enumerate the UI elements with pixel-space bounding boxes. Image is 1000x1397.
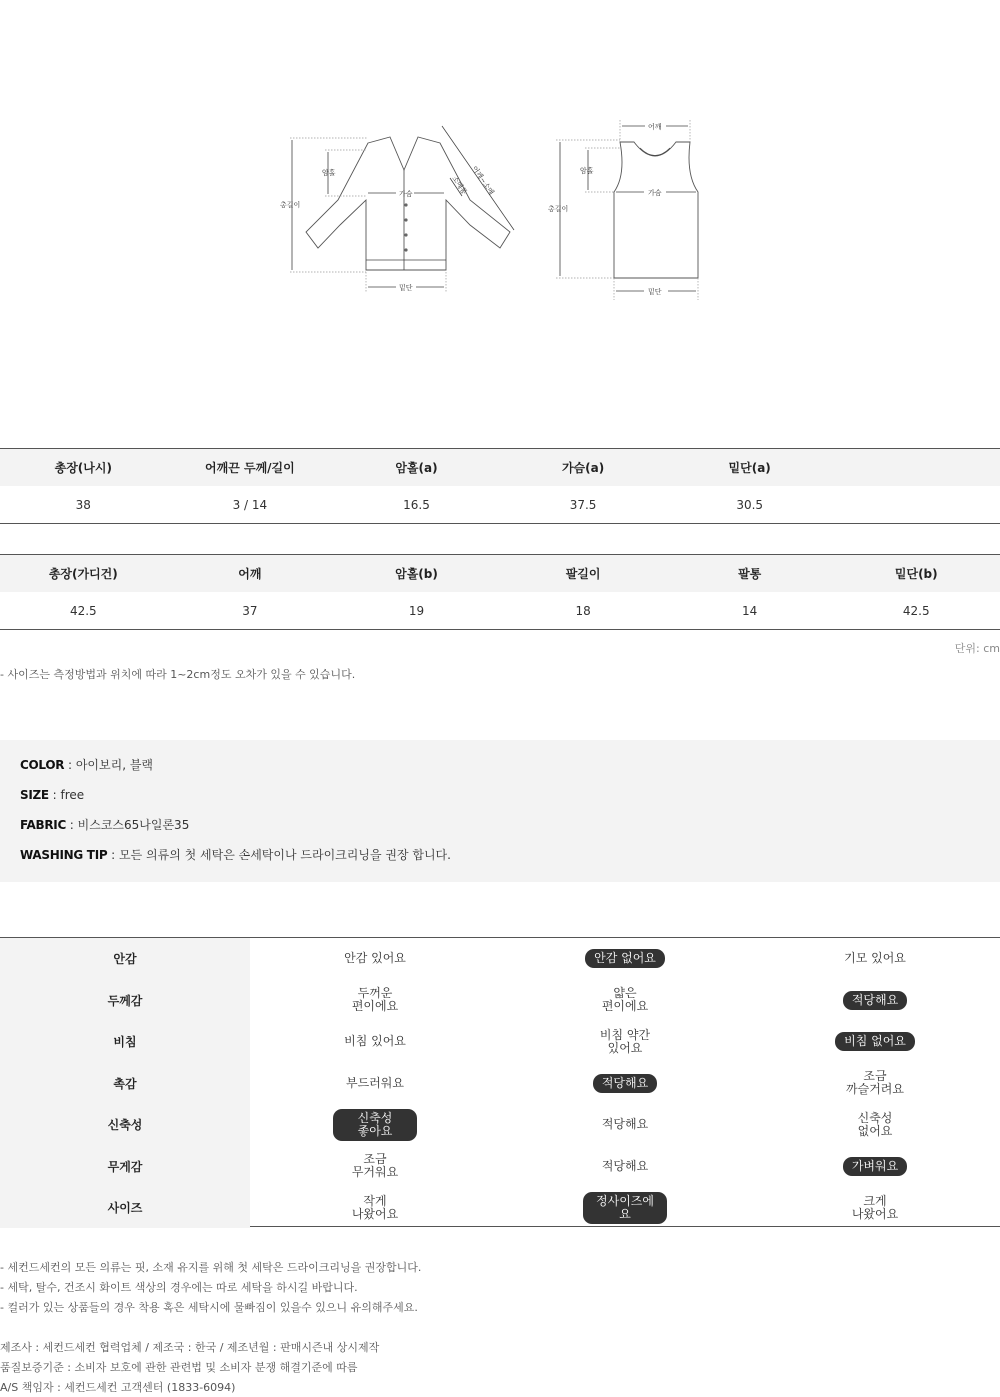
feature-option: 부드러워요: [346, 1075, 404, 1090]
product-info-box: [0, 740, 1000, 882]
feature-option-cell: [500, 1021, 750, 1062]
table-header-cell: 어깨끈 두께/길이: [205, 461, 295, 475]
maker-info-line: 품질보증기준 : 소비자 보호에 관한 관련법 및 소비자 분쟁 해결기준에 따름: [0, 1361, 358, 1374]
info-size: [20, 788, 980, 818]
feature-option-cell: [250, 980, 500, 1021]
table-cell: 3 / 14: [232, 497, 268, 512]
table-header-cell: 팔길이: [565, 567, 601, 581]
cardigan-shoulder-sleeve-label: 어깨~소매: [470, 164, 496, 197]
cardigan-hem-label: 밑단: [399, 284, 413, 292]
table-cell: 14: [742, 603, 758, 618]
feature-option-cell: [750, 980, 1000, 1021]
maker-info: [0, 1338, 379, 1397]
cardigan-total-length-label: 총길이: [280, 201, 301, 209]
feature-option-cell: [500, 980, 750, 1021]
feature-option-cell: [500, 938, 750, 979]
info-wash-value: : 모든 의류의 첫 세탁은 손세탁이나 드라이크리닝을 권장 합니다.: [107, 848, 451, 862]
table-header-cell: 팔통: [738, 567, 762, 581]
vest-armhole-label: 암홀: [580, 167, 594, 175]
vest-total-length-label: 총길이: [548, 205, 569, 213]
feature-row: [0, 980, 1000, 1021]
care-note: - 세컨드세컨의 모든 의류는 핏, 소재 유지를 위해 첫 세탁은 드라이크리닝을 권장합니다.: [0, 1261, 422, 1274]
table-header-cell: 총장(가디건): [48, 567, 118, 581]
maker-info-line: A/S 책임자 : 세컨드세컨 고객센터 (1833-6094): [0, 1381, 236, 1394]
care-notes: [0, 1258, 421, 1318]
table-header-row: [0, 449, 1000, 486]
table-header-cell: 어깨: [238, 567, 262, 581]
feature-option: 두꺼운 편이에요: [351, 986, 399, 1013]
feature-row: [0, 1146, 1000, 1187]
feature-label: 비침: [0, 1021, 250, 1062]
info-color: [20, 758, 980, 788]
table-cell: 42.5: [902, 603, 930, 618]
feature-option-cell: [250, 1146, 500, 1187]
maker-info-line: 제조사 : 세컨드세컨 협력업체 / 제조국 : 한국 / 제조년월 : 판매시즌내 상시제작: [0, 1341, 380, 1354]
table-cell: 16.5: [403, 497, 430, 512]
care-note: - 컬러가 있는 상품들의 경우 착용 혹은 세탁시에 물빠짐이 있을수 있으니 유의해주세요.: [0, 1301, 418, 1314]
info-fabric-value: : 비스코스65나일론35: [65, 818, 190, 832]
feature-table: [0, 937, 1000, 1227]
feature-option: 크게 나왔어요: [851, 1193, 899, 1221]
vest-chest-label: 가슴: [648, 189, 662, 197]
info-fabric-key: FABRIC: [20, 818, 66, 832]
size-table-sleeveless: [0, 448, 1000, 524]
feature-option: 신축성 없어요: [857, 1110, 893, 1138]
info-wash-key: WASHING TIP: [20, 848, 108, 862]
feature-label: 사이즈: [0, 1187, 250, 1228]
info-color-key: COLOR: [20, 758, 65, 772]
table-header-row: [0, 555, 1000, 592]
table-cell: 38: [75, 497, 91, 512]
table-cell: 19: [408, 603, 425, 618]
size-table-cardigan: [0, 554, 1000, 630]
feature-option-cell: [750, 1187, 1000, 1228]
feature-label: 두께감: [0, 980, 250, 1021]
cardigan-sleeve-width-label: 소매통: [450, 174, 469, 196]
feature-option-cell: [250, 938, 500, 979]
info-fabric: [20, 818, 980, 848]
vest-shoulder-label: 어깨: [648, 123, 662, 131]
table-cell: 37.5: [569, 497, 597, 512]
care-note: - 세탁, 탈수, 건조시 화이트 색상의 경우에는 따로 세탁을 하시길 바랍니다.: [0, 1281, 358, 1294]
table-header-cell: 암홀(a): [395, 461, 438, 475]
feature-option-cell: [750, 1063, 1000, 1104]
feature-option-cell: [750, 1146, 1000, 1187]
feature-option-cell: [500, 1063, 750, 1104]
feature-option: 조금 까슬거려요: [846, 1069, 904, 1096]
unit-label: 단위: cm: [954, 642, 1000, 655]
feature-row: [0, 1187, 1000, 1228]
feature-row: [0, 1021, 1000, 1062]
size-diagram: [0, 0, 1000, 320]
cardigan-chest-label: 가슴: [399, 190, 413, 198]
feature-option-selected: 신축성 좋아요: [333, 1109, 417, 1141]
feature-option: 적당해요: [601, 1158, 649, 1173]
feature-row: [0, 938, 1000, 979]
vest-sketch: [548, 120, 698, 300]
feature-label: 안감: [0, 938, 250, 979]
table-header-cell: 가슴(a): [561, 461, 605, 475]
info-washing-tip: [20, 848, 980, 878]
table-cell: 37: [242, 603, 258, 618]
feature-label: 촉감: [0, 1063, 250, 1104]
feature-option-selected: 가벼워요: [843, 1157, 907, 1176]
table-header-cell: 밑단(b): [894, 567, 938, 581]
table-header-cell: 밑단(a): [728, 461, 771, 475]
feature-option: 비침 약간 있어요: [599, 1027, 651, 1055]
table-header-cell: 총장(나시): [54, 461, 112, 475]
feature-option-cell: [500, 1146, 750, 1187]
table-row: [0, 486, 1000, 523]
feature-option-cell: [250, 1187, 500, 1228]
info-color-value: : 아이보리, 블랙: [64, 758, 154, 772]
feature-row: [0, 1104, 1000, 1145]
table-header-cell: 암홀(b): [395, 567, 438, 581]
feature-option: 작게 나왔어요: [351, 1193, 399, 1221]
feature-label: 무게감: [0, 1146, 250, 1187]
feature-option-selected: 안감 없어요: [585, 949, 665, 968]
feature-option: 조금 무거워요: [351, 1152, 399, 1179]
feature-option: 기모 있어요: [844, 951, 906, 965]
info-size-value: : free: [48, 788, 85, 802]
table-cell: 42.5: [69, 603, 97, 618]
feature-option-cell: [250, 1021, 500, 1062]
cardigan-armhole-label: 암홀: [322, 169, 336, 177]
feature-option: 비침 있어요: [344, 1034, 406, 1048]
feature-option-cell: [750, 1104, 1000, 1145]
feature-option-cell: [250, 1104, 500, 1145]
feature-option: 적당해요: [601, 1117, 649, 1131]
feature-option-selected: 비침 없어요: [835, 1032, 915, 1051]
feature-label: 신축성: [0, 1104, 250, 1145]
feature-option: 안감 있어요: [344, 951, 406, 965]
feature-option-selected: 정사이즈에요: [583, 1192, 667, 1224]
cardigan-sketch: [280, 126, 514, 292]
table-row: [0, 592, 1000, 629]
table-cell: 30.5: [736, 497, 764, 512]
feature-option-cell: [750, 1021, 1000, 1062]
garment-sketches: [0, 0, 1000, 320]
feature-option: 얇은 편이에요: [601, 986, 649, 1013]
info-size-key: SIZE: [20, 788, 49, 802]
table-cell: 18: [575, 603, 591, 618]
feature-option-cell: [250, 1063, 500, 1104]
feature-option-selected: 적당해요: [843, 991, 907, 1010]
vest-hem-label: 밑단: [648, 288, 662, 296]
feature-option-cell: [750, 938, 1000, 979]
feature-row: [0, 1063, 1000, 1104]
feature-option-cell: [500, 1187, 750, 1228]
feature-option-selected: 적당해요: [593, 1074, 657, 1093]
size-note: - 사이즈는 측정방법과 위치에 따라 1~2cm정도 오차가 있을 수 있습니다.: [0, 668, 356, 681]
feature-option-cell: [500, 1104, 750, 1145]
